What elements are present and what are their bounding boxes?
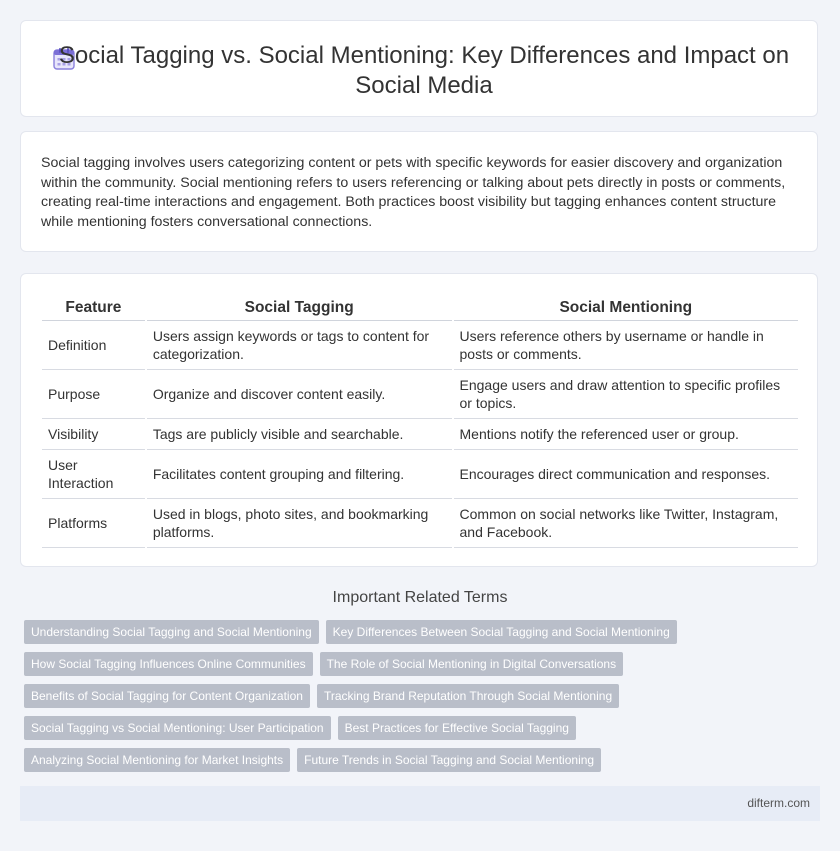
- tag-row: [24, 748, 814, 772]
- page-title: Social Tagging vs. Social Mentioning: Key Differences and Impact on Social Media: [58, 42, 790, 99]
- feature-cell: Visibility: [42, 419, 146, 450]
- feature-cell: Definition: [42, 321, 146, 370]
- table-header-row: [42, 296, 798, 321]
- mentioning-cell: Users reference others by username or handle in posts or comments.: [453, 321, 798, 370]
- tagging-cell: Users assign keywords or tags to content for categorization.: [146, 321, 453, 370]
- related-terms-heading: Important Related Terms: [332, 589, 508, 606]
- tagging-cell: Facilitates content grouping and filtering.: [146, 450, 453, 499]
- feature-cell: Platforms: [42, 499, 146, 548]
- related-term-link[interactable]: Social Tagging vs Social Mentioning: User Participation: [24, 716, 331, 740]
- comparison-table: [42, 296, 798, 548]
- column-header-social-mentioning: Social Mentioning: [453, 296, 798, 321]
- table-row: [42, 321, 798, 370]
- tagging-cell: Organize and discover content easily.: [146, 370, 453, 419]
- column-header-social-tagging: Social Tagging: [146, 296, 453, 321]
- table-row: [42, 419, 798, 450]
- related-term-link[interactable]: Key Differences Between Social Tagging and Social Mentioning: [326, 620, 677, 644]
- feature-cell: Purpose: [42, 370, 146, 419]
- tagging-cell: Used in blogs, photo sites, and bookmarking platforms.: [146, 499, 453, 548]
- intro-card: [20, 131, 818, 252]
- table-row: [42, 370, 798, 419]
- related-term-link[interactable]: Tracking Brand Reputation Through Social Mentioning: [317, 684, 619, 708]
- related-term-link[interactable]: How Social Tagging Influences Online Communities: [24, 652, 313, 676]
- comparison-card: [20, 273, 818, 567]
- mentioning-cell: Common on social networks like Twitter, Instagram, and Facebook.: [453, 499, 798, 548]
- tag-row: [24, 652, 814, 676]
- related-term-link[interactable]: The Role of Social Mentioning in Digital Conversations: [320, 652, 623, 676]
- footer: [20, 786, 820, 821]
- related-term-link[interactable]: Analyzing Social Mentioning for Market Insights: [24, 748, 290, 772]
- header-card: [20, 20, 818, 117]
- intro-paragraph: Social tagging involves users categorizing content or pets with specific keywords for easier discovery and organization within the community. Social mentioning refers to users referencing or talking about pets directly in posts or comments, creating real-time interactions and engagement. Both practices boost visibility but tagging enhances content structure while mentioning fosters conversational connections.: [41, 155, 786, 230]
- related-term-link[interactable]: Future Trends in Social Tagging and Social Mentioning: [297, 748, 601, 772]
- tag-row: [24, 716, 814, 740]
- tagging-cell: Tags are publicly visible and searchable.: [146, 419, 453, 450]
- table-row: [42, 499, 798, 548]
- related-term-link[interactable]: Best Practices for Effective Social Tagging: [338, 716, 576, 740]
- tag-row: [24, 684, 814, 708]
- column-header-feature: Feature: [42, 296, 146, 321]
- related-term-link[interactable]: Benefits of Social Tagging for Content Organization: [24, 684, 310, 708]
- mentioning-cell: Engage users and draw attention to specific profiles or topics.: [453, 370, 798, 419]
- mentioning-cell: Mentions notify the referenced user or group.: [453, 419, 798, 450]
- footer-site-link[interactable]: difterm.com: [747, 796, 810, 810]
- table-row: [42, 450, 798, 499]
- mentioning-cell: Encourages direct communication and responses.: [453, 450, 798, 499]
- related-terms-list: [24, 620, 814, 780]
- feature-cell: User Interaction: [42, 450, 146, 499]
- tag-row: [24, 620, 814, 644]
- related-term-link[interactable]: Understanding Social Tagging and Social Mentioning: [24, 620, 319, 644]
